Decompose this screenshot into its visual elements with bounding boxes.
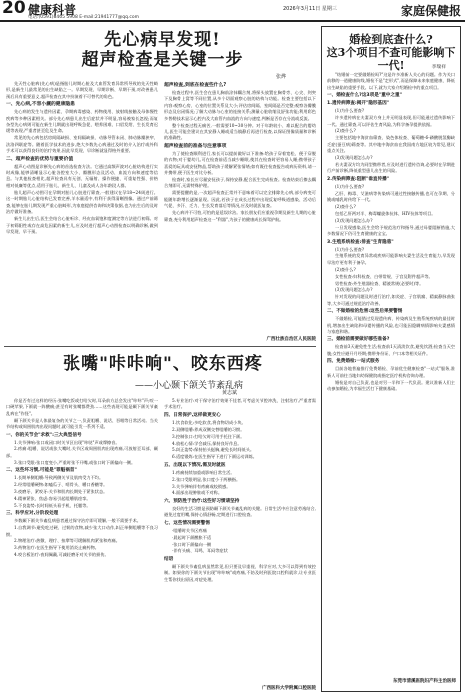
paragraph: 5.专业治疗:对于保守治疗效果不佳者,可考虑关节腔冲洗、注射治疗,严重者需手术治疗。 bbox=[164, 398, 316, 410]
paragraph: 3.控制张口:打哈欠时可用手托住下颌。 bbox=[172, 433, 245, 439]
subheading: 3.生殖系统检查:排查"生育隐患" bbox=[327, 239, 394, 245]
paragraph: 主要包括地中海贫血筛查、染色体检查、葡萄糖-6-磷酸脱氢酶缺乏症(蚕豆病)筛查等。其中地中海贫血在我国南方地区较为常见,建议重点关注。 bbox=[327, 135, 455, 154]
paragraph: "结婚前一定要做婚检吗?"这是许多准新人关心的问题。作为关口前移的一道健康防线,婚检不是"走形式",而是保障未来家庭健康、降低出生缺陷的重要手段。以下,就为大家介绍婚检中的重点项目。 bbox=[327, 72, 455, 90]
article1-headline bbox=[10, 30, 315, 70]
paragraph: 1.长期单侧咀嚼:导致两侧关节及肌肉受力不均。 bbox=[14, 475, 104, 481]
paragraph: ·晨起时下颌酸胀不适 bbox=[172, 534, 212, 540]
paragraph: 4.放松心情:学会减压,保持良好作息。 bbox=[172, 440, 242, 446]
section-divider bbox=[4, 346, 316, 347]
paragraph: 5.纠正姿势:保持抬头挺胸,避免长时间低头。 bbox=[172, 447, 255, 453]
subheading: 三、科学应对,分阶段处理 bbox=[6, 511, 59, 517]
paragraph: 目前各地普遍推行免费婚检、孕前优生健康检查"一站式"服务,准新人可前往当地妇幼保健院或指定医疗机构咨询办理。 bbox=[327, 366, 455, 378]
editor-contact: 电话:(0591)8465 5908 E-mail:21941777@qq.com bbox=[28, 15, 140, 20]
paragraph: 2.物理治疗:热敷、理疗、按摩等可缓解肌肉紧张和疼痛。 bbox=[14, 538, 120, 544]
paragraph: 4.咬合板治疗:夜间佩戴,可减轻磨牙对关节的损伤。 bbox=[14, 552, 109, 558]
paragraph: ·咀嚼时关节区疼痛 bbox=[172, 527, 207, 533]
paragraph: 2.经常咀嚼硬物:如嗑瓜子、啃骨头、嚼口香糖等。 bbox=[14, 482, 108, 488]
paragraph: (3)发现问题怎么办? bbox=[335, 217, 373, 223]
page-number: 20 bbox=[2, 0, 26, 18]
subheading: 四、免费婚检:一站式服务 bbox=[327, 359, 380, 365]
sidebar-article-box bbox=[321, 26, 461, 692]
paragraph: (3)发现问题怎么办? bbox=[335, 155, 373, 161]
paragraph: 多数颞下颌关节紊乱病患者通过保守治疗即可缓解,一般不需要手术。 bbox=[14, 518, 141, 524]
subheading: 一、先心病,不容小觑的健康隐患 bbox=[6, 102, 75, 108]
paragraph: 2.张口受限明显,张口度小于两横指。 bbox=[172, 476, 241, 482]
subheading: 超声检查前的准备与注意事项 bbox=[164, 143, 227, 149]
subheading: 三、婚检前需要做好哪些准备? bbox=[327, 337, 390, 343]
article1-column-1 bbox=[6, 81, 158, 343]
section-name: 健康科普 bbox=[28, 3, 77, 17]
paragraph: 1.关节弹响:张口或闭口时关节区出现"咔哒"声或摩擦音。 bbox=[14, 439, 120, 445]
subheading: 四、日常保护,这样做更安心 bbox=[164, 412, 221, 418]
masthead bbox=[0, 0, 465, 22]
article2-headline: 张嘴"咔咔响"、咬东西疼 bbox=[63, 354, 263, 374]
publication-date: 2026年3月11日 星期三 bbox=[283, 6, 337, 12]
sidebar-body bbox=[327, 72, 455, 676]
paragraph: 常见的先心病包括房间隔缺损、室间隔缺损、动脉导管未闭、肺动脉瓣狭窄、法洛四联症等。随着医学技术的进步,绝大多数先心病通过及时的介入治疗或外科手术可以获得良好的治疗效果,因此早发现、早诊断就显得格外重要。 bbox=[6, 135, 158, 154]
paragraph: 乙肝、梅毒、艾滋病等传染病可通过性接触传播,也可在孕期、分娩或哺乳时传给下一代。 bbox=[327, 190, 455, 203]
paragraph: 5.不良姿势:长时间低头看手机、托腮等。 bbox=[14, 502, 91, 508]
paragraph: 检查过程中,医生会在患儿胸前涂抹耦合剂,将探头放置在胸骨旁、心尖、剑突下及胸骨上窝等不同位置,从多个切面观察心脏的结构与功能。检查主要包括以下内容:观察心房、心室的位置关系及大小;评估房间隔、室间隔是否完整;观察各瓣膜形态及启闭情况;了解大动脉与心室的连接关系;测量心脏收缩及舒张功能;利用彩色多普勒技术显示心腔内及大血管内血流的方向与速度,判断是否存在分流或反流。 bbox=[164, 90, 316, 121]
paragraph: 2.疼痛:咀嚼、说话或张大嘴时,关节区或周围肌肉出现疼痛,可放射至耳部、颞部。 bbox=[6, 446, 158, 458]
paragraph: 不做婚检,可能错过发现遗传病、传染病及生殖系统疾病的最佳时机,增加出生缺陷和母婴传播的风险,也可能因隐瞒病情影响夫妻感情与家庭和谐。 bbox=[327, 316, 455, 334]
paragraph: 4.面部出现肿胀或不对称。 bbox=[172, 490, 223, 496]
paragraph: 女性检查:妇科检查、白带常规、子宫及附件超声等。 bbox=[335, 273, 433, 279]
paragraph: 3.关节弹响伴有疼痛或绞锁感。 bbox=[172, 483, 231, 489]
subheading: 2.传染病筛查:阻断"垂直传播" bbox=[327, 176, 390, 182]
sidebar-affiliation: 东莞市清溪医院妇产科主治医师 bbox=[393, 679, 456, 684]
paragraph: (1)为什么要查? bbox=[335, 108, 365, 114]
subheading: 结语 bbox=[164, 556, 174, 562]
subheading: 二、不做婚检的危害:这些后果要警惕 bbox=[327, 309, 403, 315]
paragraph: 4.精神紧张、焦虑:容易引起咀嚼肌痉挛。 bbox=[14, 495, 91, 501]
paragraph: 一旦发现感染,医生会给予规范治疗和指导,通过母婴阻断措施,大多数情况下仍可生育健康的宝宝。 bbox=[327, 224, 455, 237]
paragraph: 颞下颌关节紊乱病虽然常见,但只要及早重视、科学应对,大多可以得到有效控制。如果你的下颌关节出现"咔咔响"或疼痛,不妨及时到医院口腔科就诊,让专业医生帮你找出原因,对症处理。 bbox=[164, 563, 316, 582]
paragraph: 先心病的发生与遗传因素、孕期病毒感染、药物使用、放射线接触及母体慢性疾病等多种因素相关。部分先心病患儿出生后症状并不明显,容易被家长忽视;而复杂型先心病则可能在新生儿期就出现呼吸急促、喂养困难、口唇发绀、生长发育迟缓等表现,严重者甚至危及生命。 bbox=[6, 109, 158, 134]
article1-title-line2: 超声检查是关键一步 bbox=[81, 50, 244, 70]
paragraph: (2)查什么? bbox=[335, 204, 356, 209]
newspaper-name: 家庭保健报 bbox=[400, 4, 461, 18]
subheading: 六、预防胜于治疗:这些好习惯请坚持 bbox=[164, 498, 240, 504]
paragraph: 许多遗传病在夫妻双方身上并无明显表现,但可能通过遗传影响下一代。通过筛查,可以评估生育风险,为科学备孕提供依据。 bbox=[327, 115, 455, 127]
paragraph: 超声心动图是诊断先心病的首选检查方法。它通过高频声波对心脏结构进行实时成像,能够清晰显示心脏各腔室大小、瓣膜形态及活动、血流方向和速度等信息。与其他检查相比,超声检查具有无创、无辐射、操作便捷、可重复性强、价格相对低廉等优点,适用于胎儿、新生儿、儿童及成人各年龄段人群。 bbox=[6, 163, 158, 188]
article2-column-1 bbox=[6, 398, 158, 691]
subheading: 一、你的关节会"求救":三大典型信号 bbox=[6, 432, 82, 438]
paragraph: 生殖系统的发育异常或疾病可能影响夫妻生活及生育能力,早发现早治疗更有利于备孕。 bbox=[327, 253, 455, 265]
article1-column-2 bbox=[164, 81, 316, 343]
paragraph: 3.药物治疗:在医生指导下使用消炎止痛药物。 bbox=[14, 545, 99, 551]
paragraph: 你是否有过这样的经历:张嘴吃饭或打哈欠时,耳朵前方总会发出"咔咔"声;咬一口硬苹果,下颌就一阵酸痛;甚至有时张嘴都费劲……这些表现可能是颞下颌关节紊乱病在"作怪"。 bbox=[6, 398, 158, 416]
paragraph: ·伴有头痛、耳鸣、耳闷等症状 bbox=[172, 548, 228, 554]
paragraph: 6.适度锻炼:在医生指导下进行下颌运动训练。 bbox=[172, 454, 257, 460]
article1-title-line1: 先心病早发现! bbox=[104, 30, 221, 50]
subheading: 二、超声检查的优势与重要价值 bbox=[6, 156, 74, 162]
paragraph: 男性检查:外生殖器检查、精液常规(必要时)等。 bbox=[335, 280, 424, 286]
paragraph: (2)查什么? bbox=[335, 266, 356, 272]
paragraph: 1.自我调节:避免吃过硬、过韧的食物,减少张大口动作,纠正单侧咀嚼等不良习惯。 bbox=[6, 525, 158, 537]
article2-subtitle: ——小心颞下颌关节紊乱病 bbox=[134, 381, 243, 391]
paragraph: (3)发现问题怎么办? bbox=[335, 287, 373, 293]
paragraph: 检查前3天避免性生活;检查前1天清淡饮食,避免饮酒;检查当天空腹;女性应避开月经期;携带身份证、户口本等相关证件。 bbox=[327, 344, 455, 356]
sidebar-title-line1: 婚检到底查什么? bbox=[349, 33, 433, 46]
article2-affiliation: 广西医科大学附属口腔医院 bbox=[262, 686, 316, 691]
subheading: 七、这些情况需要警惕 bbox=[164, 520, 210, 526]
paragraph: (2)查什么? bbox=[335, 128, 356, 134]
subheading: 1.遗传病筛查:揭开"隐形基因" bbox=[327, 101, 390, 107]
paragraph: 颞下颌关节是人体最复杂的关节之一,负责咀嚼、说话、吞咽等日常活动。当关节结构或周围肌肉出现问题时,就可能引发一系列不适。 bbox=[6, 417, 158, 430]
paragraph: (1)为什么要查? bbox=[335, 246, 365, 252]
paragraph: (1)为什么要查? bbox=[335, 183, 365, 189]
paragraph: 若夫妻双方均为同型携带者,应及时进行遗传咨询,必要时在孕期进行产前诊断,降低重型患儿出生的风险。 bbox=[327, 161, 455, 174]
article2-author: 黄志斌 bbox=[222, 390, 238, 396]
paragraph: 先心病并不可怕,可怕的是延误诊治。家长朋友们应重视孕期及新生儿期的心脏筛查,充分利用超声检查这一"利器",为孩子的健康成长保驾护航。 bbox=[164, 210, 316, 222]
paragraph: 新生儿出生后,医生会结合心脏听诊、经皮血氧饱和度测定等方法进行初筛。对于初筛阳性或存在高危因素的新生儿,应及时进行超声心动图检查以明确诊断,做到早发现、早干预。 bbox=[6, 216, 158, 234]
paragraph: 包括乙肝两对半、梅毒螺旋体抗体、HIV抗体等项目。 bbox=[335, 210, 436, 216]
paragraph: 1.疼痛持续加重或影响日常生活。 bbox=[172, 469, 235, 475]
paragraph: 胎儿超声心动图可在孕期对胎儿心脏进行筛查,一般建议在孕18~24周进行。这一时期胎儿心脏结构已发育完善,羊水量适中,有利于获得清晰图像。通过产前筛查,能够在胎儿期发现严重心脏畸形,为家庭提供咨询和决策依据,也为出生后的及时治疗做好准备。 bbox=[6, 189, 158, 215]
paragraph: 3.夜磨牙、紧咬牙:关节和肌肉长期处于紧张状态。 bbox=[14, 488, 108, 494]
paragraph: 婚检是对自己负责,也是对另一半和下一代负责。建议准新人们主动参加婚检,为幸福生活打下健康基础。 bbox=[327, 379, 455, 391]
paragraph: ·张口时下颌偏向一侧 bbox=[172, 541, 212, 547]
article2-column-2 bbox=[164, 398, 316, 683]
subheading: 超声检查,到底在检查些什么? bbox=[164, 83, 227, 88]
article1-author: 张烨 bbox=[276, 74, 287, 80]
paragraph: 为了使检查顺利进行,家长可以提前做好以下准备:给孩子穿着宽松、便于穿脱的衣物;对于婴幼儿,可在检查前适当减少睡眠,使其在检查时更容易入睡;携带孩子喜爱的玩具或安抚物品,帮助孩子缓解紧张情绪;如有既往检查报告或病历资料,请一并携带,便于医生对比分析。 bbox=[164, 150, 316, 176]
paragraph: 2.双侧咀嚼:养成双侧交替咀嚼的习惯。 bbox=[172, 426, 245, 432]
sidebar-author: 李瑞祥 bbox=[431, 65, 446, 70]
sidebar-title-line2: 这3个项目不查可能影响下一代! bbox=[326, 46, 456, 72]
paragraph: 1.饮食软化:多吃软食,将食物切成小块。 bbox=[172, 419, 246, 425]
subheading: 五、出现以下情况,需及时就医 bbox=[164, 462, 226, 468]
subheading: 一、婚检查什么?这3项是"重中之重" bbox=[327, 93, 402, 99]
paragraph: 3.张口受限:张口度变小,严重时张不开嘴,或张口时下颌偏向一侧。 bbox=[14, 459, 136, 465]
paragraph: 针对发现的问题及时进行治疗,如炎症、子宫肌瘤、精索静脉曲张等,大多可通过规范治疗改善。 bbox=[327, 294, 455, 306]
paragraph: 检查时,家长应尽量安抚孩子,保持安静,配合医生完成检查。检查结束后擦去耦合剂即可,无需特殊护理。 bbox=[164, 177, 316, 189]
subheading: 二、这些坏习惯,可能是"罪魁祸首" bbox=[6, 468, 77, 474]
paragraph: 先天性心脏病(先心病)是指胎儿时期心脏及大血管发育异常所导致的先天性畸形,是新生儿最常见的出生缺陷之一。早期发现、早期诊断、早期干预,对改善患儿预后具有重要意义,超声检查在其中扮演着不可替代的角色。 bbox=[6, 81, 158, 99]
paragraph: 需要提醒的是,一次超声检查正常并不意味着可以完全排除先心病,部分病变可能随年龄增长逐渐显现。因此,若孩子在成长过程中出现反复呼吸道感染、活动后气促、多汗、乏力、生长发育落后等情况,应及时就医复查。 bbox=[164, 190, 316, 209]
paragraph: 整个检查过程无痛苦,一般需要10~30分钟。对于年龄较小、难以配合的婴幼儿,医生可能会建议在其安静入睡或适当镇静后再进行检查,以保证图像质量和诊断的准确性。 bbox=[164, 122, 316, 141]
article1-affiliation: 广西壮族自治区人民医院 bbox=[266, 337, 316, 342]
paragraph: 良好的生活习惯是预防颞下颌关节紊乱病的关键。日常生活中应注意劳逸结合,避免过度用嘴,保持心情舒畅,定期进行口腔检查。 bbox=[164, 505, 316, 518]
